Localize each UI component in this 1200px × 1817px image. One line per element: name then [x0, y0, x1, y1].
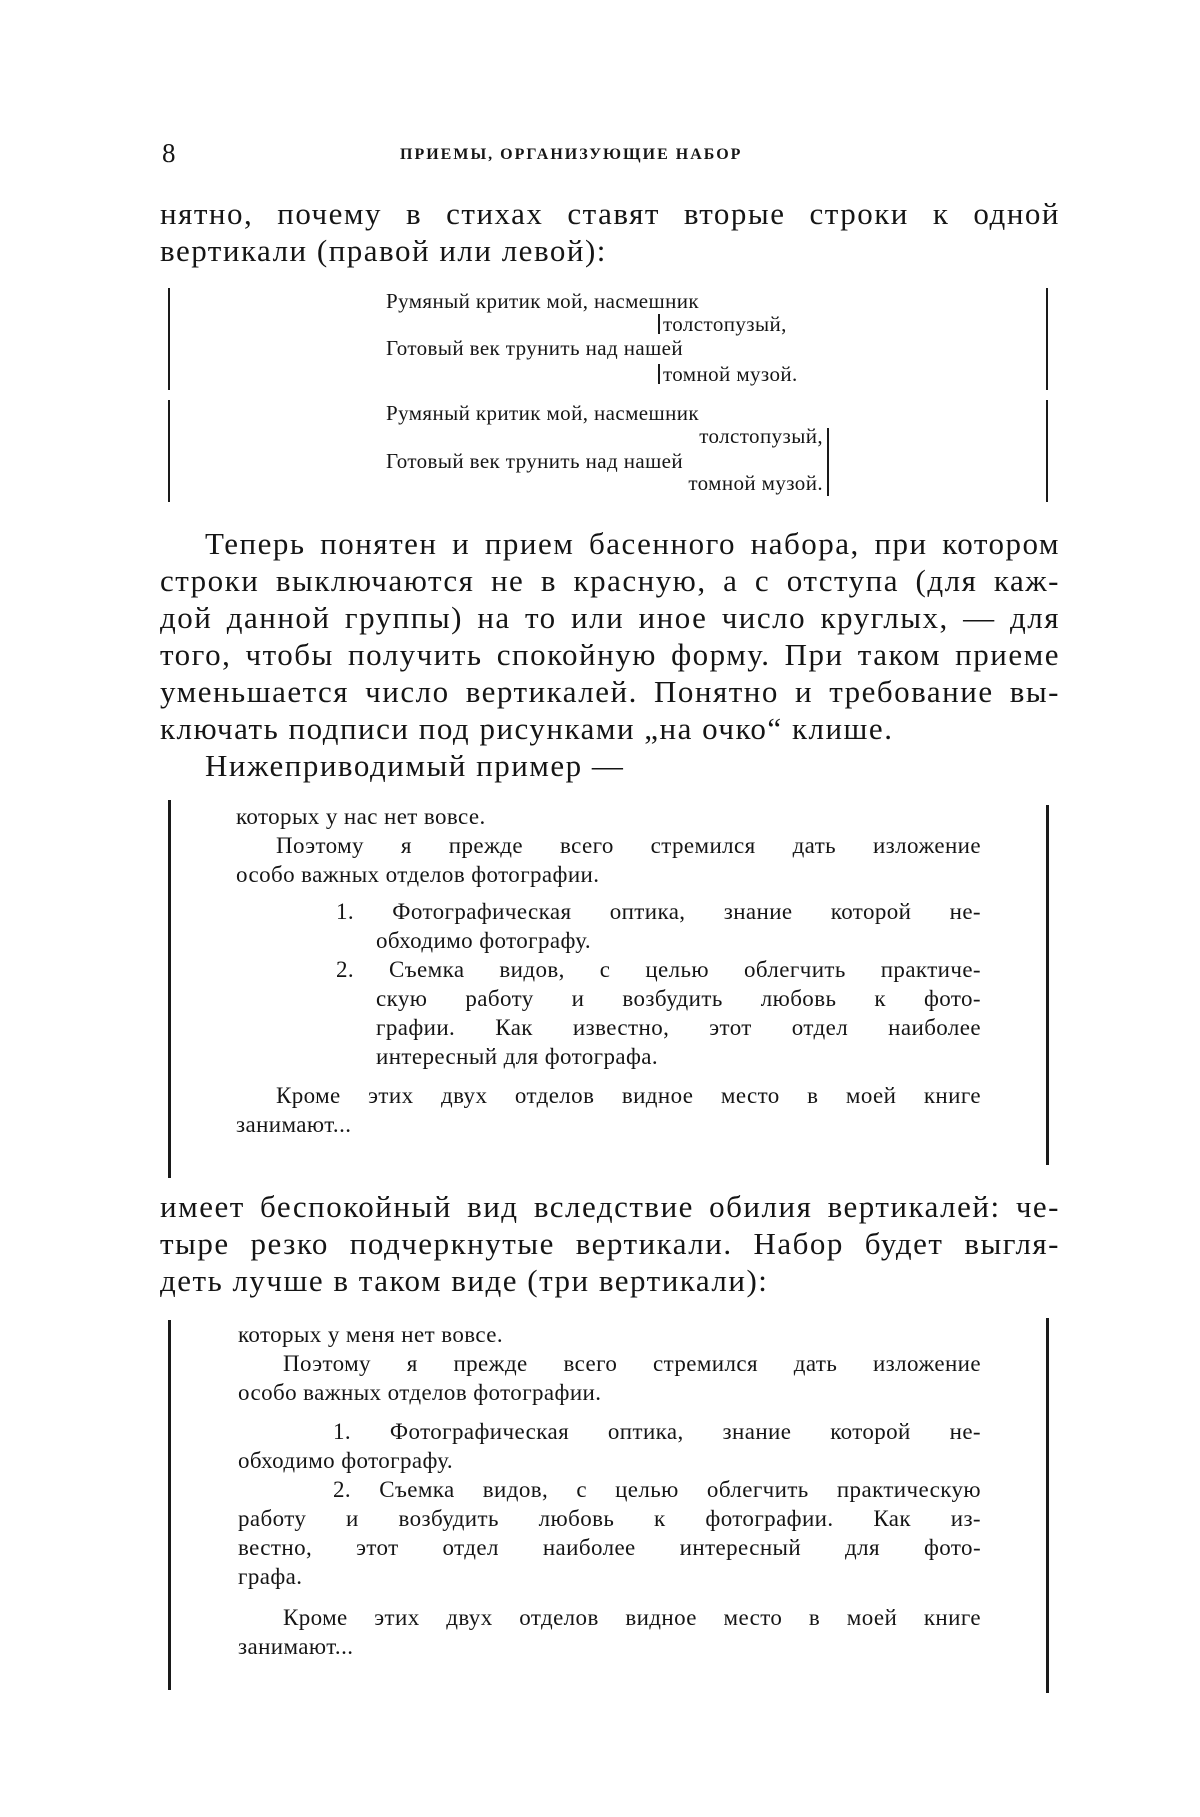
- frame-left-rule: [168, 800, 171, 1178]
- frame-right-rule: [1046, 288, 1048, 390]
- list-item-line: 2. Съемка видов, с целью облегчить практическую: [238, 1475, 981, 1504]
- text-line: особо важных отделов фотографии.: [236, 860, 981, 889]
- text-line: Кроме этих двух отделов видное место в моей книге: [238, 1603, 981, 1632]
- verse-line: томной музой.: [663, 472, 823, 495]
- text-line: занимают...: [236, 1110, 981, 1139]
- alignment-rule: [827, 428, 829, 496]
- example-text: [236, 802, 981, 1139]
- verse-line: Готовый век трунить над нашей: [386, 337, 683, 360]
- frame-right-rule: [1046, 1318, 1049, 1693]
- example-text: [238, 1320, 981, 1661]
- text-line: имеет беспокойный вид вследствие обилия вертикалей: че-: [160, 1188, 1060, 1225]
- alignment-rule: [658, 364, 660, 384]
- text-line: нятно, почему в стихах ставят вторые строки к одной: [160, 195, 1060, 232]
- alignment-rule: [658, 314, 660, 334]
- verse-line: толстопузый,: [663, 313, 787, 336]
- list-item-line: графа.: [238, 1562, 981, 1591]
- list-item-line: работу и возбудить любовь к фотографии. Как из-: [238, 1504, 981, 1533]
- list-item-line: 1. Фотографическая оптика, знание которой не-: [238, 1417, 981, 1446]
- text-line: особо важных отделов фотографии.: [238, 1378, 981, 1407]
- paragraph-verticals: [160, 1188, 1060, 1299]
- frame-right-rule: [1046, 805, 1049, 1165]
- frame-right-rule: [1046, 400, 1048, 502]
- list-item-line: графии. Как известно, этот отдел наиболее: [236, 1013, 981, 1042]
- verse-line: Румяный критик мой, насмешник: [386, 290, 699, 313]
- verse-line: Румяный критик мой, насмешник: [386, 402, 699, 425]
- frame-left-rule: [168, 400, 170, 502]
- verse-line: Готовый век трунить над нашей: [386, 450, 683, 473]
- list-item-line: обходимо фотографу.: [238, 1446, 981, 1475]
- page-number: 8: [162, 138, 176, 169]
- text-line: строки выключаются не в красную, а с отступа (для каж-: [160, 562, 1060, 599]
- text-line: дой данной группы) на то или иное число круглых, — для: [160, 599, 1060, 636]
- list-item-line: обходимо фотографу.: [236, 926, 981, 955]
- text-line: уменьшается число вертикалей. Понятно и требование вы-: [160, 673, 1060, 710]
- verse-line: толстопузый,: [663, 425, 823, 448]
- list-item-line: скую работу и возбудить любовь к фото-: [236, 984, 981, 1013]
- text-line: Кроме этих двух отделов видное место в моей книге: [236, 1081, 981, 1110]
- text-line: вертикали (правой или левой):: [160, 232, 1060, 269]
- list-item-line: интересный для фотографа.: [236, 1042, 981, 1071]
- text-line: Нижеприводимый пример —: [160, 747, 1060, 784]
- text-line: тыре резко подчеркнутые вертикали. Набор будет выгля-: [160, 1225, 1060, 1262]
- list-item-line: 2. Съемка видов, с целью облегчить практиче-: [236, 955, 981, 984]
- verse-line: томной музой.: [663, 363, 798, 386]
- text-line: занимают...: [238, 1632, 981, 1661]
- list-item-line: 1. Фотографическая оптика, знание которой не-: [236, 897, 981, 926]
- text-line: которых у нас нет вовсе.: [236, 802, 981, 831]
- paragraph-fable-setting: [160, 525, 1060, 784]
- text-line: ключать подписи под рисунками „на очко“ клише.: [160, 710, 1060, 747]
- text-line: того, чтобы получить спокойную форму. При таком приеме: [160, 636, 1060, 673]
- running-title: ПРИЕМЫ, ОРГАНИЗУЮЩИЕ НАБОР: [400, 146, 742, 164]
- paragraph-intro: [160, 195, 1060, 269]
- text-line: Поэтому я прежде всего стремился дать изложение: [236, 831, 981, 860]
- list-item-line: вестно, этот отдел наиболее интересный для фото-: [238, 1533, 981, 1562]
- frame-left-rule: [168, 288, 170, 390]
- text-line: Теперь понятен и прием басенного набора, при котором: [160, 525, 1060, 562]
- text-line: деть лучше в таком виде (три вертикали):: [160, 1262, 1060, 1299]
- text-line: Поэтому я прежде всего стремился дать изложение: [238, 1349, 981, 1378]
- frame-left-rule: [168, 1320, 171, 1690]
- text-line: которых у меня нет вовсе.: [238, 1320, 981, 1349]
